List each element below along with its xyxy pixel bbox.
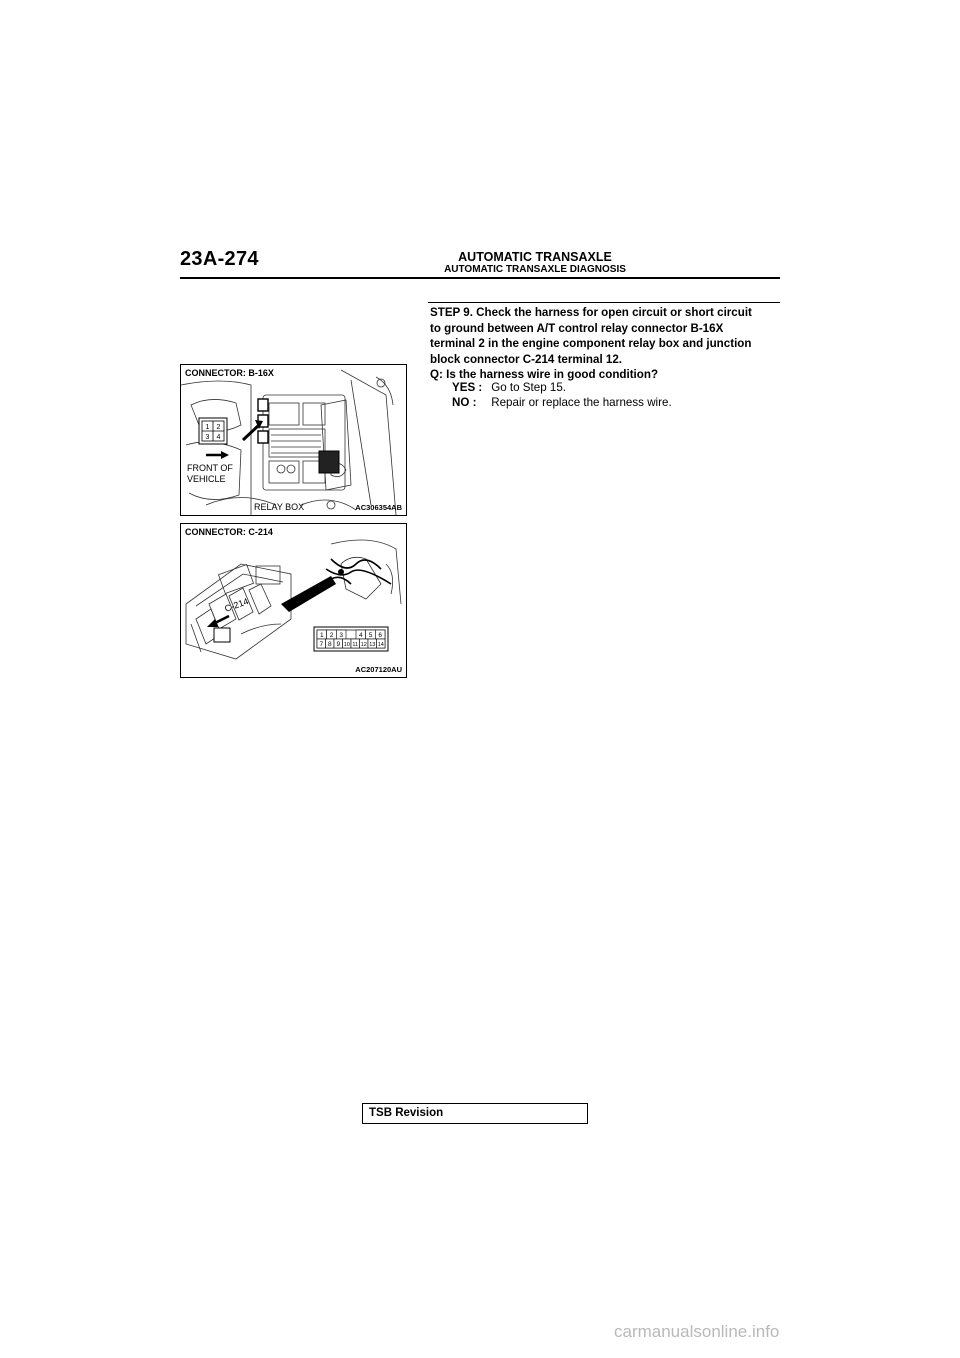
step-line: to ground between A/T control relay connector B-16X [430,321,724,335]
figure-id: AC207120AU [355,665,402,674]
pin-label: 4 [216,434,221,441]
front-of-vehicle-label: VEHICLE [187,474,226,484]
no-label: NO : [452,396,477,409]
step-line: terminal 2 in the engine component relay box and junction [430,337,752,350]
connector-b16x-label: CONNECTOR: B-16X [185,368,274,378]
answer-yes [452,380,566,395]
relay-box-figure [180,364,407,516]
relay-box-label: RELAY BOX [254,502,305,512]
pin-label: 12 [360,642,367,648]
step-line: block connector C-214 terminal 12. [430,352,623,366]
pin-label: 13 [369,642,376,648]
pin-label: 6 [378,632,382,639]
no-text: Repair or replace the harness wire. [491,396,672,409]
pin-label: 2 [216,424,221,431]
front-of-vehicle-label: FRONT OF [187,463,233,473]
step-instructions [430,305,782,383]
junction-block-illustration [181,524,406,677]
step-line: STEP 9. Check the harness for open circuit or short circuit [430,306,752,319]
step-divider [428,302,780,303]
junction-block-figure [180,523,407,678]
pin-label: 9 [336,641,341,648]
pin-label: 14 [377,642,384,648]
pin-label: 1 [205,424,210,431]
tsb-revision-label: TSB Revision [369,1107,444,1119]
pin-label: 3 [339,632,343,639]
page-number: 23A-274 [180,248,259,270]
pin-label: 4 [359,632,363,639]
header-divider [180,277,780,279]
header-subtitle: AUTOMATIC TRANSAXLE DIAGNOSIS [444,264,626,275]
yes-text: Go to Step 15. [491,381,566,394]
figure-id: AC306354AB [355,503,402,512]
pin-label: 7 [319,641,324,648]
pin-label: 5 [368,632,373,639]
answer-no [452,395,672,410]
relay-box-illustration [181,365,406,515]
tsb-revision-box [362,1103,588,1124]
pin-label: 2 [329,632,334,639]
c214-callout: C-214 [223,596,250,614]
header-title: AUTOMATIC TRANSAXLE [458,250,612,264]
pin-label: 8 [327,641,332,648]
pin-label: 10 [343,642,350,648]
watermark: carmanualsonline.info [614,1322,780,1341]
pin-label: 1 [320,632,324,639]
pin-label: 11 [352,642,359,648]
question-line: Q: Is the harness wire in good condition? [430,368,659,381]
yes-label: YES : [452,381,483,394]
pin-label: 3 [205,434,210,441]
connector-c214-label: CONNECTOR: C-214 [185,527,273,537]
